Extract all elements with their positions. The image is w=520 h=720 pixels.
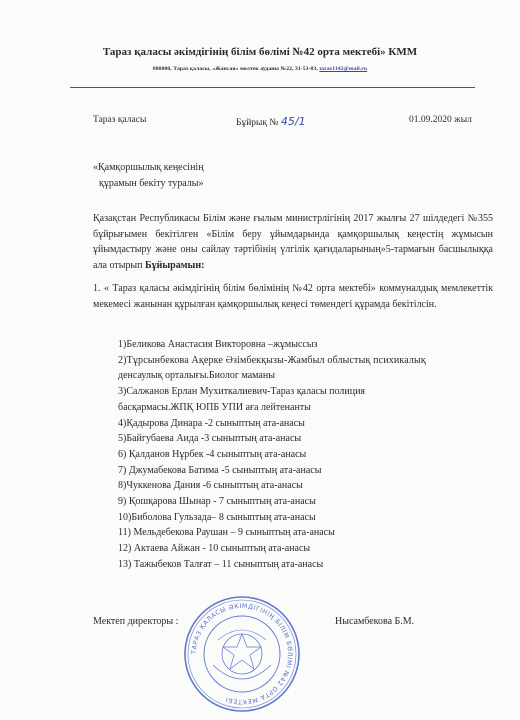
- header-divider: [70, 87, 475, 88]
- order-date: 01.09.2020 жыл: [409, 115, 472, 125]
- member-item: 12) Актаева Айжан - 10 сыныптың ата-анасы: [118, 543, 311, 555]
- member-item: 1)Беликова Анастасия Викторовна –жұмыссыз: [118, 339, 318, 350]
- member-item: 2)Тұрсынбекова Ақерке Әзімбекқызы-Жамбыл облыстық психикалық: [118, 354, 426, 366]
- member-item: денсаулық орталығы.Биолог маманы: [118, 370, 275, 382]
- members-list: [118, 337, 493, 573]
- subject-line-2: құрамын бекіту туралы»: [99, 178, 204, 189]
- order-number-handwritten: 45/1: [280, 115, 306, 128]
- org-title: Тараз қаласы әкімдігінің білім бөлімі №42 орта мектебі» КММ: [102, 46, 418, 58]
- member-item: 9) Қошқарова Шынар - 7 сыныптың ата-анасы: [118, 496, 316, 508]
- member-item: 11) Мельдебекова Раушан – 9 сыныптың ата-анасы: [118, 527, 335, 539]
- member-item: 13) Тажыбеков Талғат – 11 сыныптың ата-анасы: [118, 558, 324, 570]
- preamble-paragraph: [93, 211, 493, 273]
- member-item: 10)Биболова Гульзада– 8 сыныптың ата-анасы: [118, 511, 316, 523]
- director-name: Нысамбекова Б.М.: [335, 616, 415, 627]
- clause-1: 1. « Тараз қаласы әкімдігінің білім бөлімінің №42 орта мектебі» коммуналдық мемлекеттік мекемесі жанынан құрылған қамқоршылық кеңесі төмендегі құрамда бекітілсін.: [93, 283, 493, 310]
- order-number-line: [236, 115, 306, 128]
- order-subject: [93, 160, 204, 192]
- member-item: 8)Чуккенова Дания -6 сыныптың ата-анасы: [118, 480, 303, 492]
- email-link[interactable]: taraz1142@mail.ru: [319, 66, 368, 72]
- address-text: 080000, Тараз қаласы, «Жансая» мөлтек ауданы №22, 31-53-83,: [152, 66, 318, 72]
- member-item: 6) Қалданов Нұрбек -4 сыныптың ата-анасы: [118, 448, 307, 460]
- preamble-text: Қазақстан Республикасы Білім және ғылым министрлігінің 2017 жылғы 27 шілдедегі №355 бұйрығымен бекітілген «Білім беру ұйымдарында қамқоршылық кеңестің жұмысын ұйымдастыру және оны сайлау тәртібінің үлгілік қағидаларының»5-тармағын басшылыққа ала отырып: [93, 213, 493, 271]
- order-label: Бұйрық №: [236, 118, 279, 128]
- svg-text:ТАРАЗ ҚАЛАСЫ ӘКІМДІГІНІҢ БІЛІМ: ТАРАЗ ҚАЛАСЫ ӘКІМДІГІНІҢ БІЛІМ БӨЛІМІ №42 ОРТА МЕКТЕБІ: [190, 602, 294, 706]
- org-address: [0, 66, 520, 72]
- official-stamp: [183, 595, 301, 713]
- member-item: 3)Салжанов Ерлан Мухиткалиевич-Тараз қаласы полиция: [118, 386, 366, 398]
- member-item: 7) Джумабекова Батима -5 сыныптың ата-анасы: [118, 464, 322, 476]
- city-label: Тараз қаласы: [93, 115, 147, 125]
- member-item: 4)Қадырова Динара -2 сыныптың ата-анасы: [118, 417, 305, 429]
- subject-line-1: «Қамқоршылық кеңесінің: [93, 162, 204, 173]
- director-label: Мектеп директоры :: [93, 616, 179, 627]
- member-item: басқармасы.ЖПҚ ЮПБ УПИ аға лейтенанты: [118, 401, 311, 413]
- order-word: Бұйырамын:: [144, 259, 205, 271]
- member-item: 5)Байгубаева Аида -3 сыныптың ата-анасы: [118, 433, 302, 445]
